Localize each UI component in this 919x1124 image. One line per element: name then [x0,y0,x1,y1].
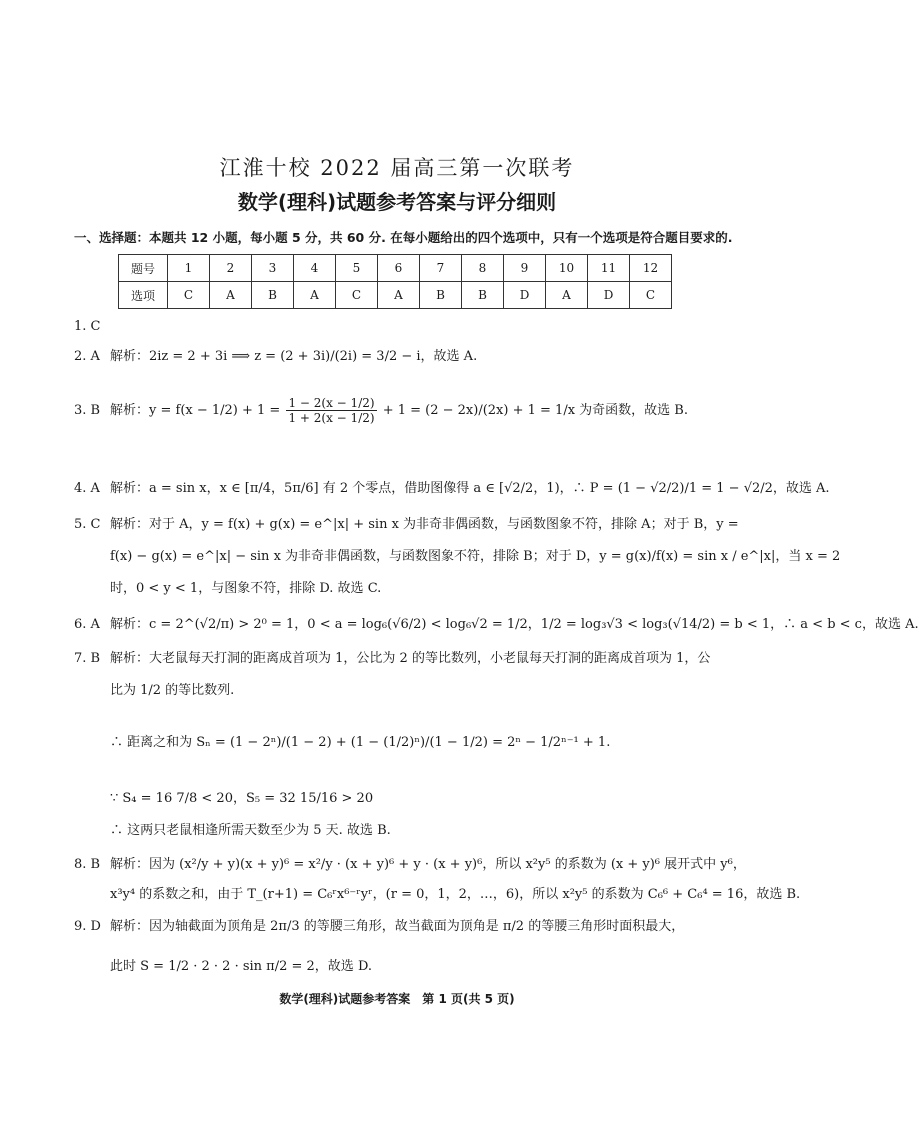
solution-text: 比为 1/2 的等比数列. [110,683,235,698]
question-number: 4. A [74,481,100,496]
row-label: 题号 [119,255,168,282]
solution-text: f(x) − g(x) = e^|x| − sin x 为非奇非偶函数，与函数图象不符，排除 B；对于 D，y = g(x)/f(x) = sin x / e^|x|，当 x = 2 [110,549,841,564]
question-number-cell: 3 [252,255,294,282]
question-number: 8. B [74,857,101,872]
solution-1: 1. C [74,319,101,334]
solution-6 [74,610,919,640]
solution-7 [74,644,734,674]
solution-text: 解析：因为 (x²/y + y)(x + y)⁶ = x²/y · (x + y)⁶ + y · (x + y)⁶，所以 x²y⁵ 的系数为 (x + y)⁶ 展开式中 y⁶， [110,857,746,872]
solution-4 [74,474,830,504]
answer-option-cell: A [378,282,420,309]
solution-text: ∴ 距离之和为 Sₙ = (1 − 2ⁿ)/(1 − 2) + (1 − (1/2)ⁿ)/(1 − 1/2) = 2ⁿ − 1/2ⁿ⁻¹ + 1. [110,735,611,750]
answer-option-cell: C [630,282,672,309]
question-number-cell: 9 [504,255,546,282]
answer-option-cell: D [504,282,546,309]
question-number-cell: 6 [378,255,420,282]
question-number-cell: 10 [546,255,588,282]
answer-option-cell: A [546,282,588,309]
solution-text: 解析：2iz = 2 + 3i ⟹ z = (2 + 3i)/(2i) = 3/2 − i，故选 A. [110,349,478,364]
solution-text: 时，0 < y < 1，与图象不符，排除 D. 故选 C. [110,581,382,596]
solution-5 [74,510,739,540]
solution-text: 解析：大老鼠每天打洞的距离成首项为 1，公比为 2 的等比数列，小老鼠每天打洞的距离成首项为 1，公 [110,651,711,666]
question-number: 7. B [74,651,101,666]
question-number-cell: 1 [168,255,210,282]
solution-text: 解析：对于 A，y = f(x) + g(x) = e^|x| + sin x 为非奇非偶函数，与函数图象不符，排除 A；对于 B，y = [110,517,739,532]
row-label: 选项 [119,282,168,309]
answer-option-cell: C [336,282,378,309]
solution-text: 解析：c = 2^(√2/π) > 2⁰ = 1，0 < a = log₆(√6/2) < log₆√2 = 1/2，1/2 = log₃√3 < log₃(√14/2) = b < 1，∴ a < b < c，故选 A. [110,617,919,632]
solution-text: ∵ S₄ = 16 7/8 < 20，S₅ = 32 15/16 > 20 [110,791,374,806]
table-row [119,255,672,282]
fraction [286,396,376,425]
answer-option-cell: B [252,282,294,309]
page-footer: 数学(理科)试题参考答案 第 1 页(共 5 页) [279,992,515,1006]
question-number: 6. A [74,617,100,632]
question-number: 5. C [74,517,101,532]
question-number-cell: 4 [294,255,336,282]
question-number: 3. B [74,403,101,418]
question-number-cell: 11 [588,255,630,282]
solution-3 [74,396,734,426]
solution-text: 解析：因为轴截面为顶角是 2π/3 的等腰三角形，故当截面为顶角是 π/2 的等腰三角形时面积最大， [110,919,685,934]
answer-option-cell: B [462,282,504,309]
answer-option-cell: D [588,282,630,309]
question-number: 2. A [74,349,100,364]
page-subtitle: 数学(理科)试题参考答案与评分细则 [237,190,557,214]
solution-2 [74,342,734,372]
answer-option-cell: C [168,282,210,309]
answer-option-cell: A [210,282,252,309]
answer-option-cell: B [420,282,462,309]
section-heading: 一、选择题：本题共 12 小题，每小题 5 分，共 60 分. 在每小题给出的四个选项中，只有一个选项是符合题目要求的. [74,230,733,245]
answer-option-cell: A [294,282,336,309]
answer-table [118,254,672,309]
solution-8 [74,850,746,880]
question-number-cell: 2 [210,255,252,282]
solution-text: 解析：a = sin x，x ∈ [π/4，5π/6] 有 2 个零点，借助图像得 a ∈ [√2/2，1)，∴ P = (1 − √2/2)/1 = 1 − √2/2，故选 A. [110,481,830,496]
solution-text: 此时 S = 1/2 · 2 · 2 · sin π/2 = 2，故选 D. [110,959,373,974]
solution-9 [74,912,734,942]
question-number-cell: 5 [336,255,378,282]
solution-text: 解析：y = f(x − 1/2) + 1 = [110,403,281,418]
page-title: 江淮十校 2022 届高三第一次联考 [219,156,575,180]
question-number: 9. D [74,919,101,934]
question-number-cell: 8 [462,255,504,282]
solution-text: ∴ 这两只老鼠相逢所需天数至少为 5 天. 故选 B. [110,823,391,838]
table-row [119,282,672,309]
numerator: 1 − 2(x − 1/2) [288,396,375,410]
question-number-cell: 7 [420,255,462,282]
denominator: 1 + 2(x − 1/2) [288,411,375,425]
solution-text: x³y⁴ 的系数之和，由于 T_(r+1) = C₆ʳx⁶⁻ʳyʳ，(r = 0，1，2，…，6)，所以 x²y⁵ 的系数为 C₆⁶ + C₆⁴ = 16，故选 B. [110,887,801,902]
solution-text: + 1 = (2 − 2x)/(2x) + 1 = 1/x 为奇函数，故选 B. [382,403,688,418]
question-number-cell: 12 [630,255,672,282]
